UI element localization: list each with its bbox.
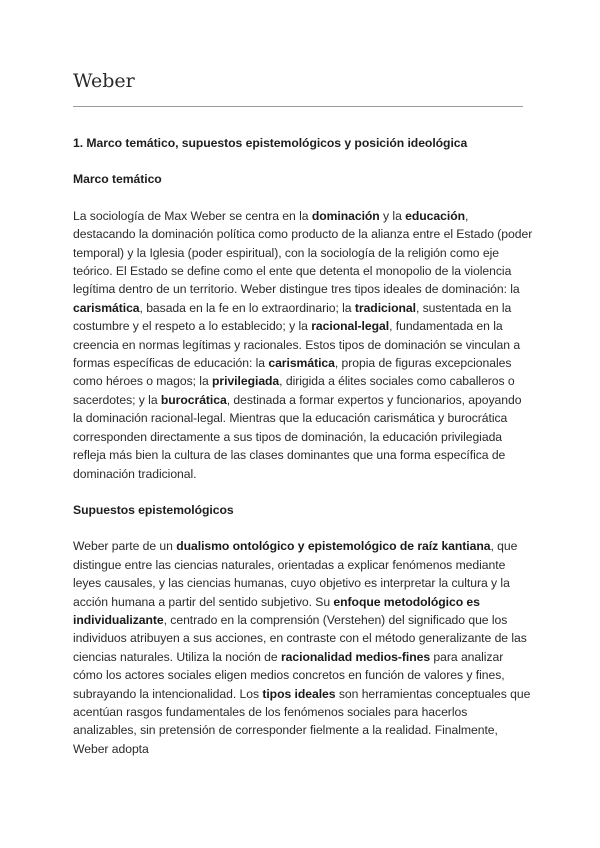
emphasis-term: dualismo ontológico y epistemológico de raíz kantiana [176,539,491,554]
text-run: , que distingue entre las ciencias naturales, orientadas a explicar fenómenos mediante leyes causales, y las ciencias humanas, cuyo objetivo es interpretar la cultura y la acción humana a partir del sentido subjetivo. Su [73,539,518,609]
text-run: Weber parte de un [73,539,177,554]
emphasis-term: racional-legal [311,319,390,334]
text-run: , destacando la dominación política como producto de la alianza entre el Estado (poder temporal) y la Iglesia (poder espiritual), con la sociología de la religión como eje teórico. El Estado se define como el ente que detenta el monopolio de la violencia legítima dentro de un territorio. Weber distingue tres tipos ideales de dominación: la [73,208,533,297]
supuestos-paragraph [73,537,533,758]
text-run: , centrado en la comprensión (Verstehen) del significado que los individuos atribuyen a sus acciones, en contraste con el método generalizante de las ciencias naturales. Utiliza la noción de [73,612,527,664]
emphasis-term: educación [405,208,465,223]
text-run: para analizar cómo los actores sociales eligen medios concretos en función de valores y fines, subrayando la intencionalidad. Los [73,649,505,701]
text-run: , sustentada en la costumbre y el respeto a lo establecido; y la [73,300,512,334]
text-run: y la [379,208,406,223]
document-body [73,134,533,758]
emphasis-term: privilegiada [212,374,280,389]
text-run: La sociología de Max Weber se centra en la [73,208,312,223]
marco-tematico-heading: Marco temático [73,172,162,187]
emphasis-term: enfoque metodológico es individualizante [73,594,480,627]
emphasis-term: dominación [311,208,380,223]
title-divider [73,106,523,107]
emphasis-term: carismática [73,300,140,315]
document-title: Weber [73,70,135,92]
emphasis-term: racionalidad medios-fines [280,649,431,664]
text-run: , fundamentada en la creencia en normas legítimas y racionales. Estos tipos de dominación se vinculan a formas específicas de educación: la [73,319,521,371]
text-run: , destinada a formar expertos y funcionarios, apoyando la dominación racional-legal. Mientras que la educación carismática y burocrática corresponden directamente a sus tipos de dominación, la educación privilegiada refleja más bien la cultura de las clases dominantes que una forma específica de dominación tradicional. [73,392,522,481]
text-run: , dirigida a élites sociales como caballeros o sacerdotes; y la [73,374,515,407]
emphasis-term: carismática [268,356,335,371]
emphasis-term: burocrática [160,392,227,407]
text-run: , propia de figuras excepcionales como héroes o magos; la [73,356,512,389]
emphasis-term: tradicional [354,300,416,315]
emphasis-term: tipos ideales [262,686,336,701]
supuestos-heading: Supuestos epistemológicos [73,502,234,517]
text-run: , basada en la fe en lo extraordinario; la [139,300,355,315]
text-run: son herramientas conceptuales que acentúan rasgos fundamentales de los fenómenos sociales para hacerlos analizables, sin pretensión de corresponder fielmente a la realidad. Finalmente, Weber adopta [73,686,531,756]
marco-tematico-paragraph [73,207,533,483]
section-heading: 1. Marco temático, supuestos epistemológicos y posición ideológica [73,136,468,150]
